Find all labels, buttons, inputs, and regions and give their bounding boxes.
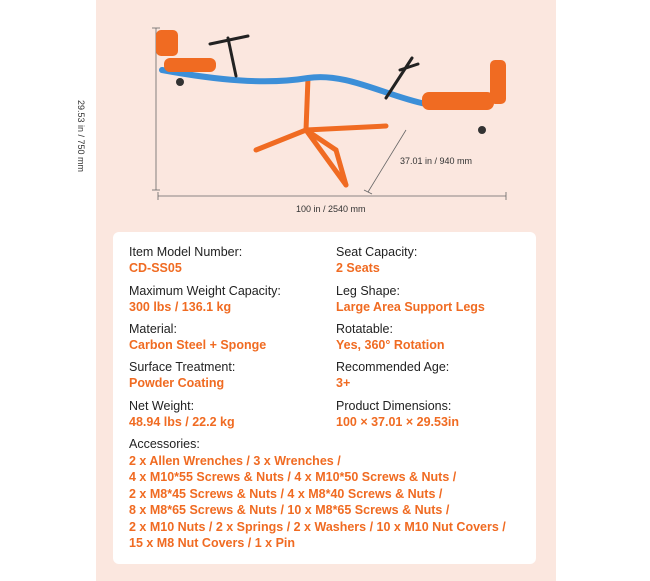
spec-value: 300 lbs / 136.1 kg xyxy=(129,300,232,314)
accessories-line: 8 x M8*65 Screws & Nuts / 10 x M8*65 Screws & Nuts / xyxy=(129,503,450,517)
right-handle xyxy=(386,58,418,98)
dimension-lines xyxy=(152,28,506,200)
spec-value: Carbon Steel + Sponge xyxy=(129,338,267,352)
right-wheel xyxy=(478,126,486,134)
seesaw-base xyxy=(256,78,386,185)
spec-value: 100 × 37.01 × 29.53in xyxy=(336,415,460,429)
spec-label: Material: xyxy=(129,322,177,336)
depth-dimension-label: 37.01 in / 940 mm xyxy=(400,156,473,166)
spec-value: 3+ xyxy=(336,376,351,390)
accessories-line: 2 x Allen Wrenches / 3 x Wrenches / xyxy=(129,453,341,468)
width-dimension-label: 100 in / 2540 mm xyxy=(296,204,366,214)
spec-model xyxy=(129,244,242,276)
spec-label: Maximum Weight Capacity: xyxy=(129,284,281,298)
product-figure xyxy=(76,0,556,232)
spec-value: CD-SS05 xyxy=(129,261,182,275)
spec-label: Leg Shape: xyxy=(336,284,400,298)
spec-label: Net Weight: xyxy=(129,399,195,413)
spec-material xyxy=(129,321,266,353)
spec-value: Powder Coating xyxy=(129,376,225,390)
spec-value: Yes, 360° Rotation xyxy=(336,338,445,352)
spec-leg-shape xyxy=(336,283,485,315)
spec-seat-capacity xyxy=(336,244,417,276)
left-seat xyxy=(164,58,216,72)
right-seat xyxy=(422,92,494,110)
spec-rotatable xyxy=(336,321,445,353)
right-seat-back xyxy=(490,60,506,104)
left-seat-back xyxy=(156,30,178,56)
spec-label: Product Dimensions: xyxy=(336,399,452,413)
spec-net-weight xyxy=(129,398,235,430)
spec-card xyxy=(113,232,536,564)
left-wheel xyxy=(176,78,184,86)
seesaw-illustration xyxy=(96,0,556,232)
spec-recommended-age xyxy=(336,359,449,391)
accessories-line: 2 x M10 Nuts / 2 x Springs / 2 x Washers / 10 x M10 Nut Covers / xyxy=(129,519,506,534)
spec-value: Large Area Support Legs xyxy=(336,300,485,314)
accessories-line: 2 x M8*45 Screws & Nuts / 4 x M8*40 Screws & Nuts / xyxy=(129,486,443,501)
spec-surface-treatment xyxy=(129,359,235,391)
accessories-line: 4 x M10*55 Screws & Nuts / 4 x M10*50 Screws & Nuts / xyxy=(129,470,457,484)
accessories-label: Accessories: xyxy=(129,437,200,451)
height-dimension-label: 29.53 in / 750 mm xyxy=(76,100,86,173)
accessories-section xyxy=(129,436,529,552)
accessories-line: 15 x M8 Nut Covers / 1 x Pin xyxy=(129,536,296,550)
spec-product-dimensions xyxy=(336,398,459,430)
left-handle xyxy=(210,36,248,76)
spec-value: 48.94 lbs / 22.2 kg xyxy=(129,415,235,429)
spec-label: Rotatable: xyxy=(336,322,393,336)
spec-label: Surface Treatment: xyxy=(129,360,236,374)
spec-label: Seat Capacity: xyxy=(336,245,418,259)
spec-value: 2 Seats xyxy=(336,261,380,275)
spec-label: Item Model Number: xyxy=(129,245,243,259)
spec-max-weight xyxy=(129,283,281,315)
spec-label: Recommended Age: xyxy=(336,360,450,374)
